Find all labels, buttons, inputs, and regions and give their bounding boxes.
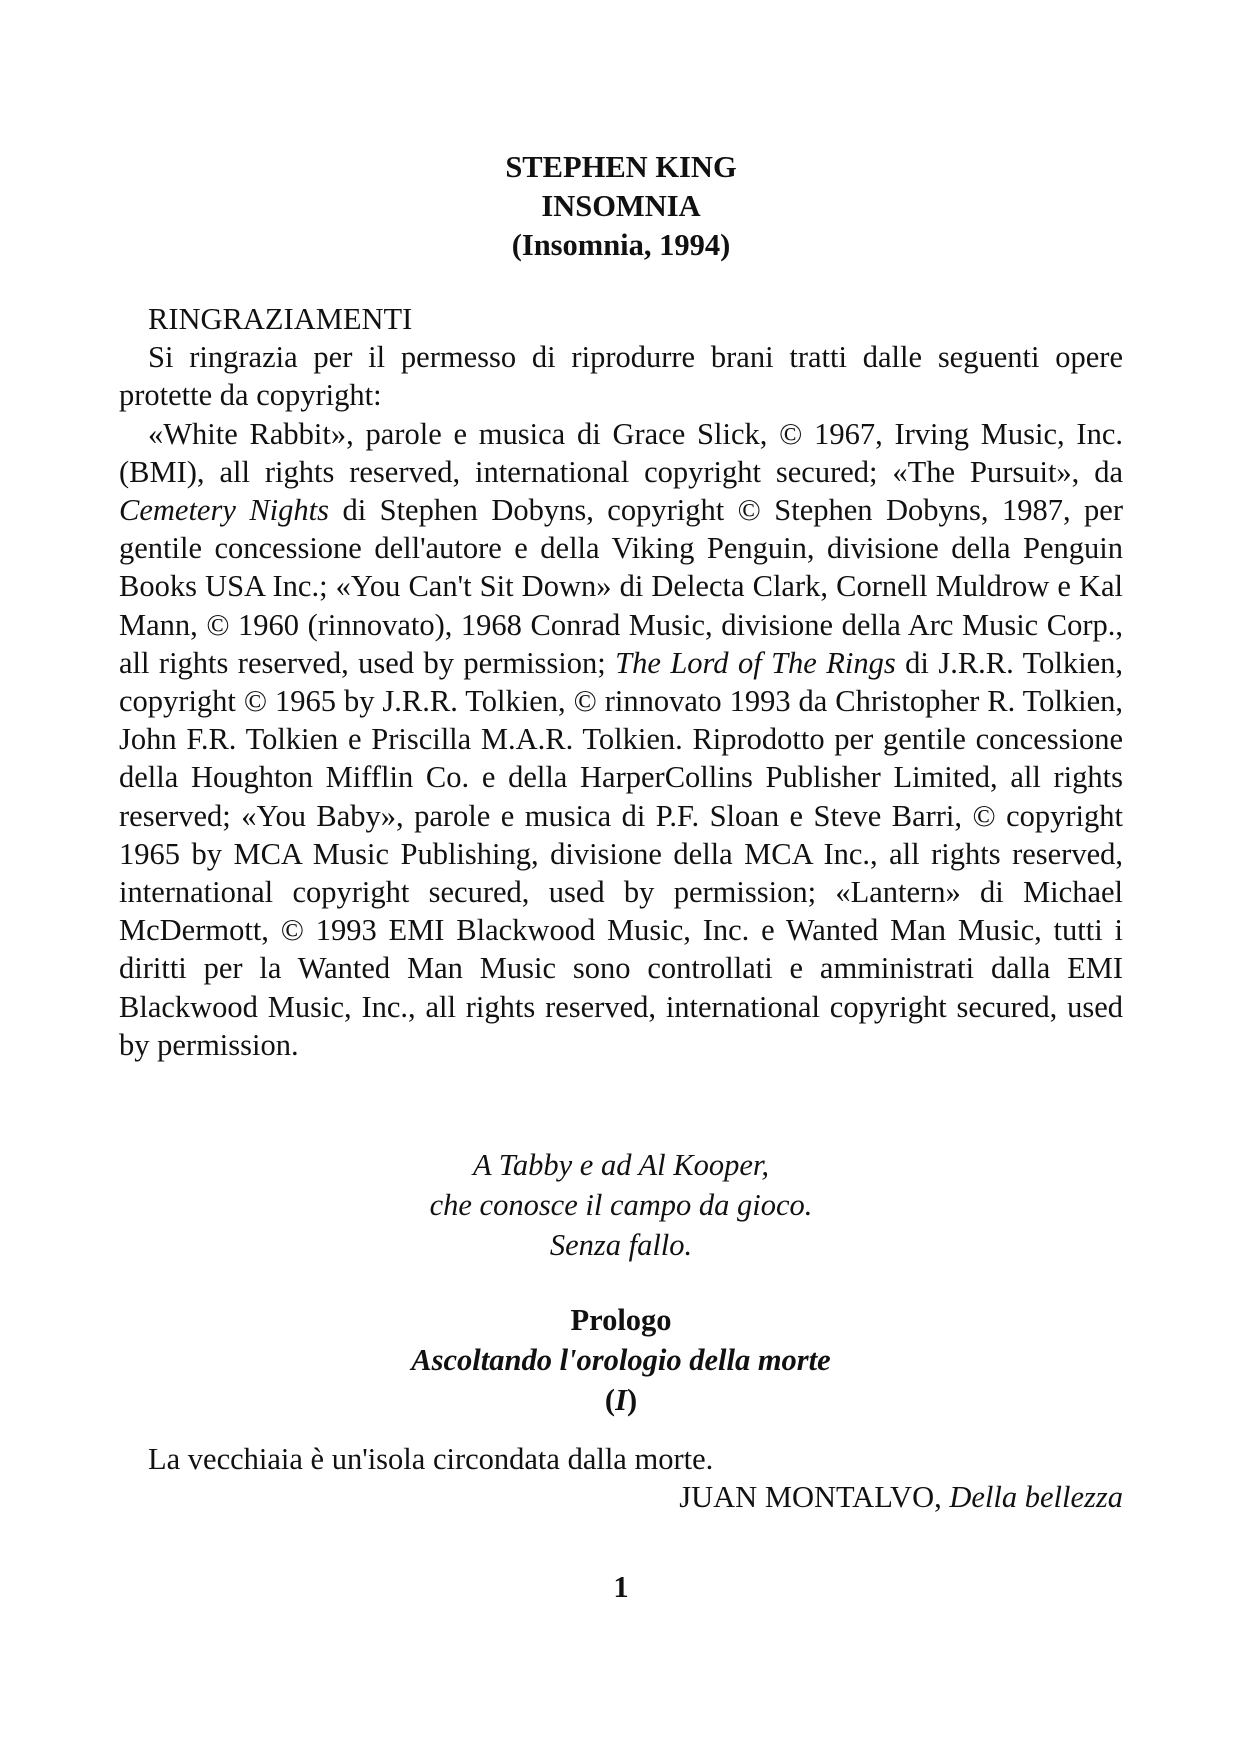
paren-close: ) <box>626 1383 638 1417</box>
epigraph-work: Della bellezza <box>949 1480 1123 1515</box>
prologue-subtitle: Ascoltando l'orologio della morte <box>411 1343 831 1377</box>
epigraph <box>119 1440 1123 1516</box>
part-numeral: I <box>615 1383 627 1417</box>
epigraph-author: JUAN MONTALVO, <box>679 1480 950 1515</box>
prologue-heading-block <box>119 1300 1123 1420</box>
book-title: INSOMNIA <box>541 189 701 223</box>
paren-open: ( <box>604 1383 616 1417</box>
dedication-line: A Tabby e ad Al Kooper, <box>473 1148 769 1182</box>
credits-work-lord-of-the-rings: The Lord of The Rings <box>615 645 896 680</box>
epigraph-quote: La vecchiaia è un'isola circondata dalla morte. <box>148 1442 714 1476</box>
credits-text-3: di J.R.R. Tolkien, copyright © 1965 by J.R.R. Tolkien, © rinnovato 1993 da Christopher R. Tolkien, John F.R. Tolkien e Priscilla M.A.R. Tolkien. Riprodotto per gentile concessione della Houghton Mifflin Co. e della HarperCollins Publisher Limited, all rights reserved; «You Baby», parole e musica di P.F. Sloan e Steve Barri, © copyright 1965 by MCA Music Publishing, divisione della MCA Inc., all rights reserved, international copyright secured, used by permission; «Lantern» di Michael McDermott, © 1993 EMI Blackwood Music, Inc. e Wanted Man Music, tutti i diritti per la Wanted Man Music sono controllati e amministrati dalla EMI Blackwood Music, Inc., all rights reserved, international copyright secured, used by permission. <box>119 645 1123 1062</box>
dedication-line: che conosce il campo da gioco. <box>429 1188 813 1222</box>
acknowledgements-intro: Si ringrazia per il permesso di riprodurre brani tratti dalle seguenti opere protette da copyright: <box>119 340 1123 413</box>
prologue-heading: Prologo <box>570 1303 672 1337</box>
credits-text-1: «White Rabbit», parole e musica di Grace Slick, © 1967, Irving Music, Inc. (BMI), all rights reserved, international copyright secured; «The Pursuit», da <box>119 416 1123 489</box>
page-number: 1 <box>613 1570 629 1604</box>
acknowledgements-heading: RINGRAZIAMENTI <box>148 302 413 336</box>
prologue-part <box>119 1380 1123 1420</box>
acknowledgements-credits <box>119 415 1123 1064</box>
title-block <box>119 148 1123 265</box>
epigraph-attribution <box>119 1478 1123 1516</box>
acknowledgements-section <box>119 300 1123 1064</box>
credits-text-2: di Stephen Dobyns, copyright © Stephen Dobyns, 1987, per gentile concessione dell'autore e della Viking Penguin, divisione della Penguin Books USA Inc.; «You Can't Sit Down» di Delecta Clark, Cornell Muldrow e Kal Mann, © 1960 (rinnovato), 1968 Conrad Music, divisione della Arc Music Corp., all rights reserved, used by permission; <box>119 493 1123 680</box>
credits-work-cemetery-nights: Cemetery Nights <box>119 493 329 528</box>
dedication-line: Senza fallo. <box>549 1228 693 1262</box>
dedication <box>119 1145 1123 1265</box>
book-author: STEPHEN KING <box>505 150 737 184</box>
book-original-title: (Insomnia, 1994) <box>511 228 731 262</box>
